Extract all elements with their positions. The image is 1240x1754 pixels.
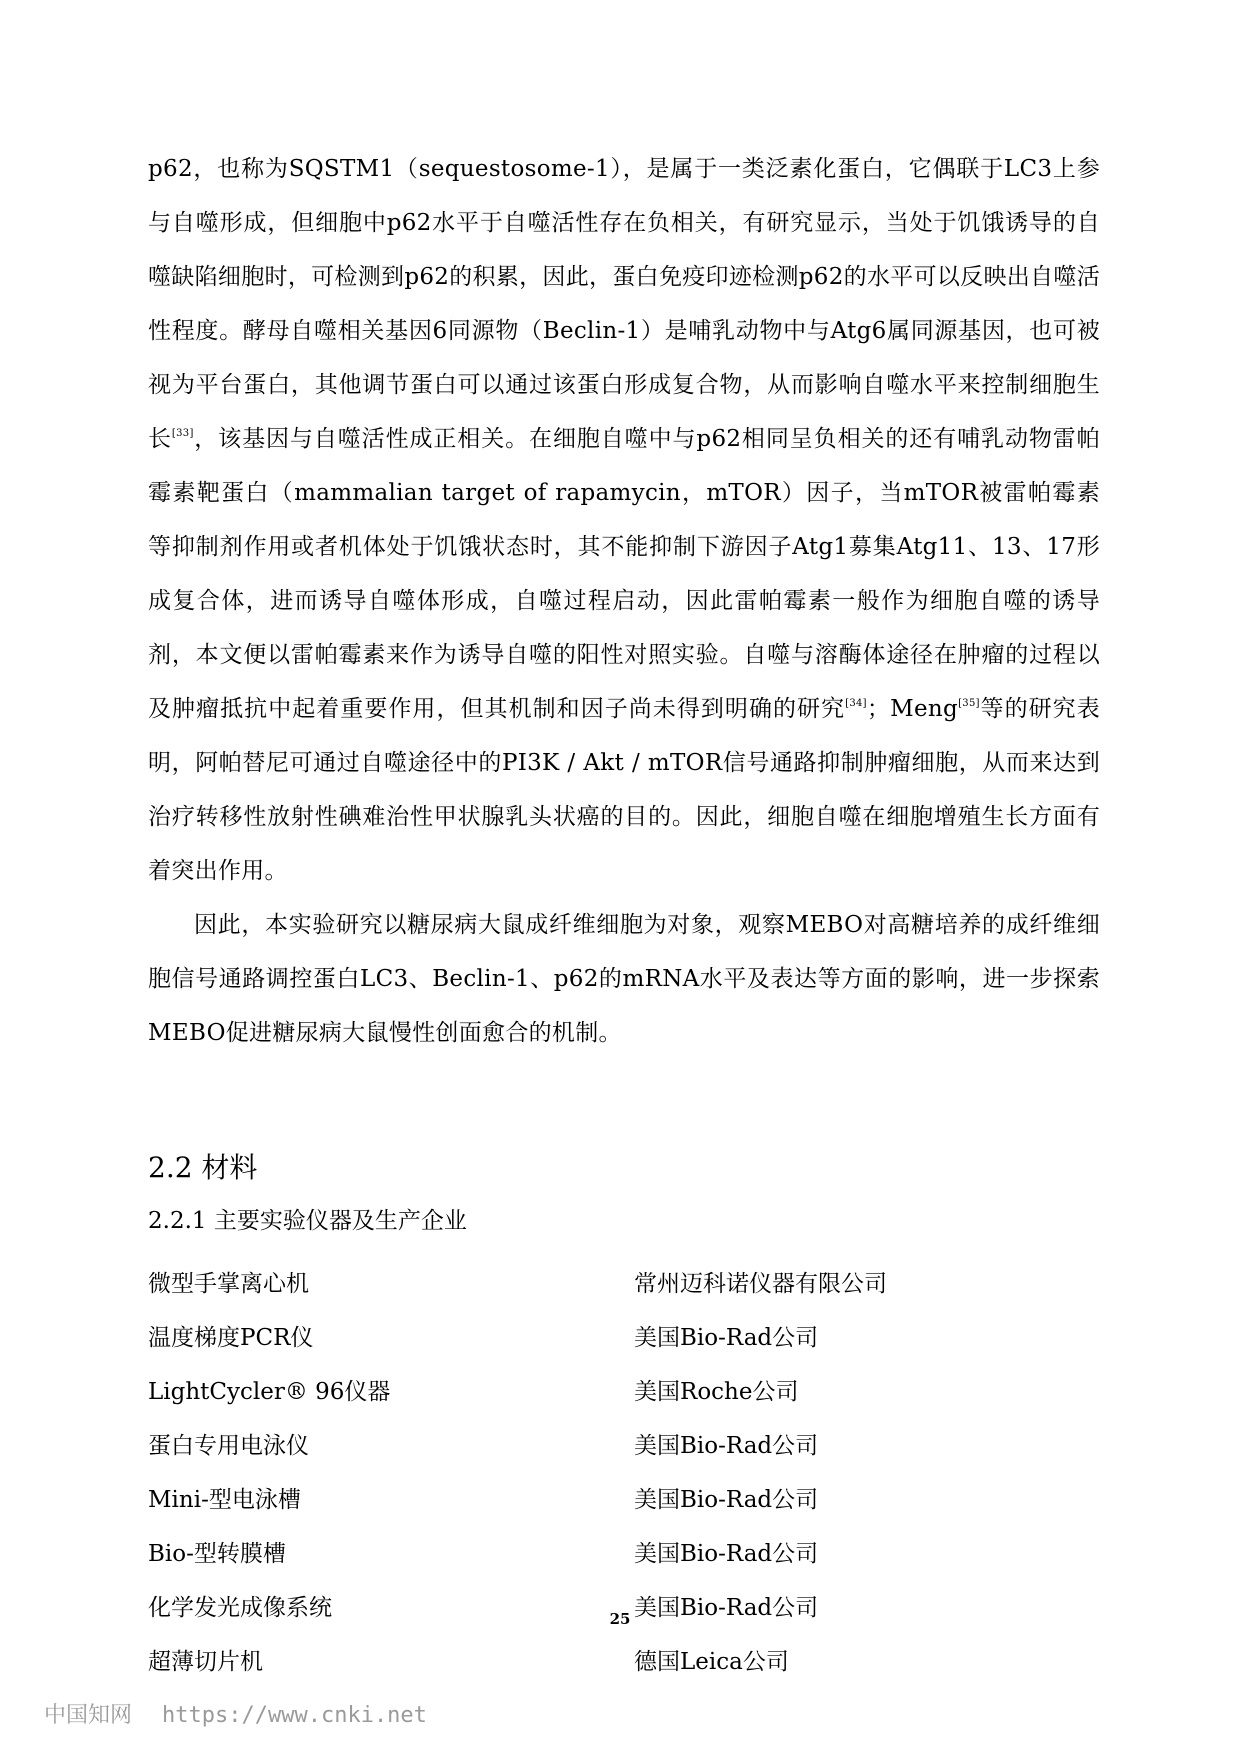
equipment-row xyxy=(148,1362,1100,1416)
equipment-name: 温度梯度PCR仪 xyxy=(148,1324,314,1351)
citation-ref: [33] xyxy=(171,428,194,439)
watermark xyxy=(44,1698,427,1729)
equipment-row xyxy=(148,1308,1100,1362)
equipment-row xyxy=(148,1470,1100,1524)
equipment-maker: 美国Bio-Rad公司 xyxy=(634,1594,819,1621)
equipment-maker: 美国Roche公司 xyxy=(634,1378,799,1405)
equipment-name: 微型手掌离心机 xyxy=(148,1270,309,1297)
equipment-name: 化学发光成像系统 xyxy=(148,1594,332,1621)
citation-ref: [35] xyxy=(958,698,980,709)
paragraph-text: ；Meng xyxy=(866,696,959,722)
equipment-row xyxy=(148,1632,1100,1686)
paragraph xyxy=(148,898,1100,1060)
paragraph-text: ，该基因与自噬活性成正相关。在细胞自噬中与p62相同呈负相关的还有哺乳动物雷帕霉素靶蛋白（mammalian target of rapamycin，mTOR）因子，当mTOR被雷帕霉素等抑制剂作用或者机体处于饥饿状态时，其不能抑制下游因子Atg1募集Atg11、13、17形成复合体，进而诱导自噬体形成，自噬过程启动，因此雷帕霉素一般作为细胞自噬的诱导剂，本文便以雷帕霉素来作为诱导自噬的阳性对照实验。自噬与溶酶体途径在肿瘤的过程以及肿瘤抵抗中起着重要作用，但其机制和因子尚未得到明确的研究 xyxy=(148,426,1100,722)
equipment-maker: 常州迈科诺仪器有限公司 xyxy=(634,1270,887,1297)
equipment-maker: 美国Bio-Rad公司 xyxy=(634,1432,819,1459)
page-number: 25 xyxy=(609,1610,631,1628)
equipment-name: LightCycler® 96仪器 xyxy=(148,1378,391,1405)
paragraph-text: 因此，本实验研究以糖尿病大鼠成纤维细胞为对象，观察MEBO对高糖培养的成纤维细胞信号通路调控蛋白LC3、Beclin-1、p62的mRNA水平及表达等方面的影响，进一步探索MEBO促进糖尿病大鼠慢性创面愈合的机制。 xyxy=(148,912,1100,1046)
paragraph xyxy=(148,142,1100,898)
watermark-url: https://www.cnki.net xyxy=(162,1703,427,1728)
equipment-row xyxy=(148,1416,1100,1470)
equipment-maker: 德国Leica公司 xyxy=(634,1648,789,1675)
equipment-maker: 美国Bio-Rad公司 xyxy=(634,1540,819,1567)
equipment-name: Bio-型转膜槽 xyxy=(148,1540,286,1567)
subsection-heading: 2.2.1 主要实验仪器及生产企业 xyxy=(148,1208,467,1234)
watermark-brand: 中国知网 xyxy=(44,1703,133,1728)
equipment-row xyxy=(148,1254,1100,1308)
paragraph-text: 等的研究表明，阿帕替尼可通过自噬途径中的PI3K / Akt / mTOR信号通路抑制肿瘤细胞，从而来达到治疗转移性放射性碘难治性甲状腺乳头状癌的目的。因此，细胞自噬在细胞增殖生长方面有着突出作用。 xyxy=(148,696,1101,884)
equipment-name: Mini-型电泳槽 xyxy=(148,1486,301,1513)
equipment-maker: 美国Bio-Rad公司 xyxy=(634,1324,819,1351)
equipment-row xyxy=(148,1524,1100,1578)
equipment-name: 超薄切片机 xyxy=(148,1648,263,1675)
citation-ref: [34] xyxy=(845,698,867,709)
equipment-maker: 美国Bio-Rad公司 xyxy=(634,1486,819,1513)
page-content xyxy=(148,142,1100,1686)
paragraph-text: p62，也称为SQSTM1（sequestosome-1），是属于一类泛素化蛋白，它偶联于LC3上参与自噬形成，但细胞中p62水平于自噬活性存在负相关，有研究显示，当处于饥饿诱导的自噬缺陷细胞时，可检测到p62的积累，因此，蛋白免疫印迹检测p62的水平可以反映出自噬活性程度。酵母自噬相关基因6同源物（Beclin-1）是哺乳动物中与Atg6属同源基因，也可被视为平台蛋白，其他调节蛋白可以通过该蛋白形成复合物，从而影响自噬水平来控制细胞生长 xyxy=(148,156,1100,452)
body-text xyxy=(148,142,1100,1060)
equipment-name: 蛋白专用电泳仪 xyxy=(148,1432,309,1459)
section-heading: 2.2 材料 xyxy=(148,1151,258,1184)
